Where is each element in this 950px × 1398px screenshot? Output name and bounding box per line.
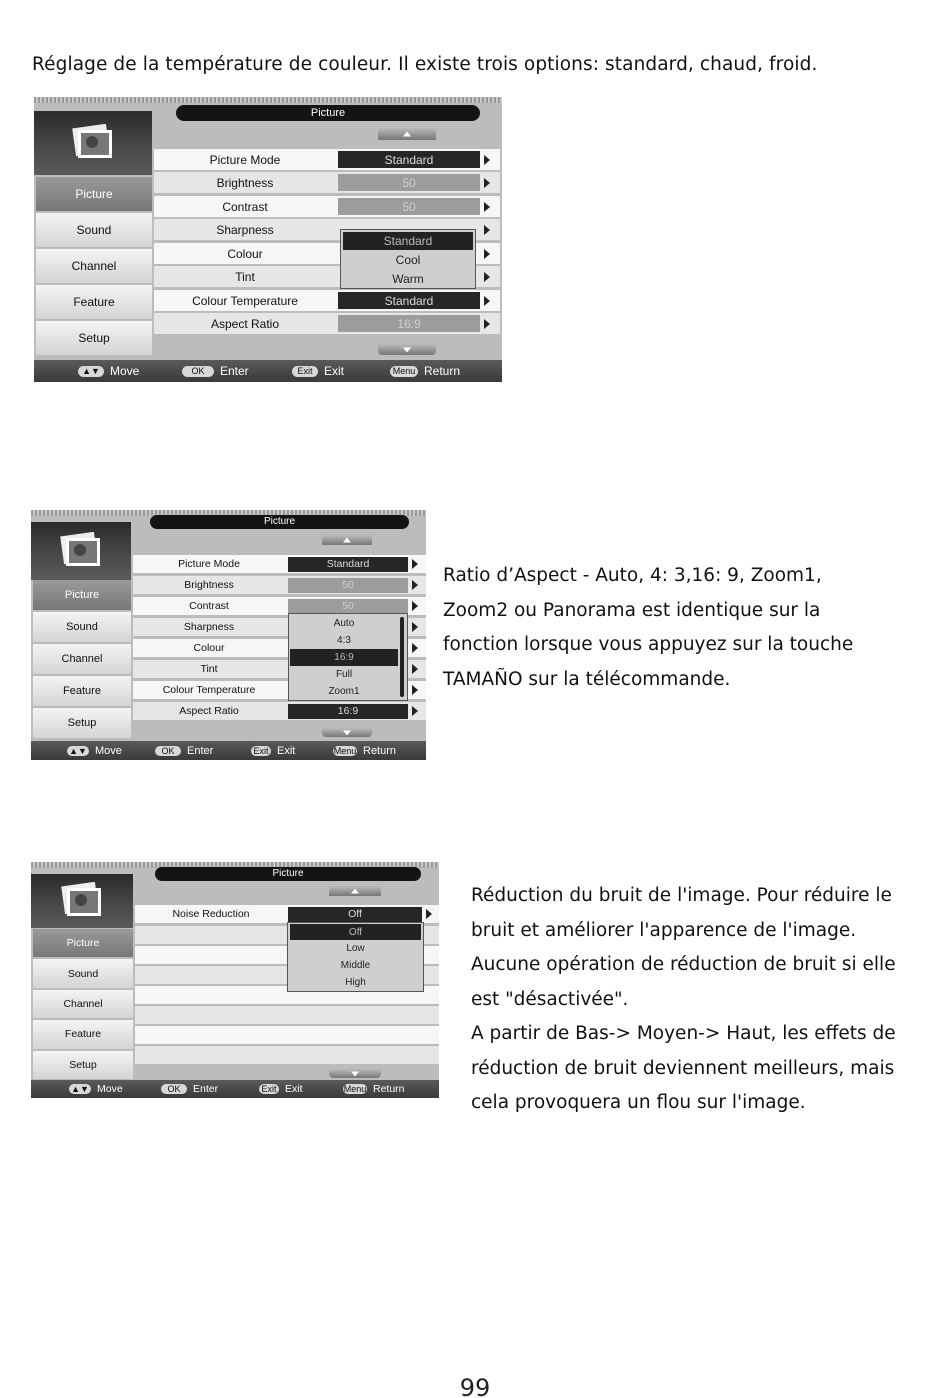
photo-icon bbox=[59, 882, 105, 920]
menu-row[interactable]: Sharpness bbox=[133, 618, 426, 636]
picture-menu-photo bbox=[31, 874, 133, 928]
chevron-right-icon bbox=[412, 664, 418, 674]
sidebar-item-picture[interactable]: Picture bbox=[36, 177, 152, 211]
scroll-up-button[interactable] bbox=[329, 886, 381, 896]
chevron-right-icon bbox=[412, 685, 418, 695]
exit-key-icon: Exit bbox=[292, 366, 318, 377]
scroll-down-button[interactable] bbox=[329, 1069, 381, 1078]
menu-row[interactable]: Brightness 50 bbox=[154, 172, 500, 193]
sidebar-item-feature[interactable]: Feature bbox=[33, 676, 131, 706]
noise-reduction-screenshot bbox=[31, 862, 439, 1098]
chevron-right-icon bbox=[484, 319, 490, 329]
sidebar-item-feature[interactable]: Feature bbox=[33, 1020, 133, 1048]
dropdown-option[interactable]: 16:9 bbox=[290, 649, 398, 666]
menu-row[interactable]: Colour bbox=[154, 243, 500, 264]
menu-row[interactable]: Colour Temperature bbox=[133, 681, 426, 699]
noise-reduction-description: Réduction du bruit de l'image. Pour réduire le bruit et améliorer l'apparence de l'image. Aucune opération de réduction de bruit si elle est "désactivée". A partir de Bas-> Moyen-> Haut, les effets de réduction de bruit deviennent meilleurs, mais cela provoquera un flou sur l'image. bbox=[471, 885, 896, 1113]
dropdown-option[interactable]: 4:3 bbox=[337, 635, 351, 646]
aspect-ratio-screenshot bbox=[31, 510, 426, 760]
page-number: 99 bbox=[459, 1374, 491, 1398]
sidebar-item-channel[interactable]: Channel bbox=[33, 644, 131, 674]
arrow-keys-icon: ▲▼ bbox=[78, 366, 104, 377]
dropdown-option[interactable]: Cool bbox=[395, 252, 421, 267]
chevron-right-icon bbox=[484, 249, 490, 259]
menu-row[interactable]: Contrast 50 bbox=[133, 597, 426, 615]
sidebar-item-setup[interactable]: Setup bbox=[33, 1051, 133, 1079]
chevron-right-icon bbox=[412, 706, 418, 716]
menu-row[interactable]: Tint bbox=[133, 660, 426, 678]
exit-key-icon: Exit bbox=[251, 746, 271, 756]
chevron-right-icon bbox=[426, 909, 432, 919]
picture-menu-photo bbox=[31, 522, 131, 580]
menu-key-icon: Menu bbox=[343, 1084, 367, 1094]
noise-reduction-dropdown[interactable] bbox=[287, 922, 424, 992]
dropdown-option[interactable]: Middle bbox=[340, 960, 371, 971]
colour-temperature-screenshot bbox=[34, 97, 502, 382]
sidebar-item-feature[interactable]: Feature bbox=[36, 285, 152, 319]
dropdown-option[interactable]: High bbox=[345, 977, 366, 988]
sidebar-item-channel[interactable]: Channel bbox=[33, 990, 133, 1018]
arrow-keys-icon: ▲▼ bbox=[69, 1084, 91, 1094]
menu-row[interactable]: Aspect Ratio 16:9 bbox=[154, 313, 500, 334]
menu-title: Picture bbox=[155, 867, 421, 881]
sidebar-item-picture[interactable]: Picture bbox=[33, 929, 133, 957]
chevron-right-icon bbox=[412, 580, 418, 590]
dropdown-scrollbar[interactable] bbox=[400, 617, 404, 697]
sidebar-item-sound[interactable]: Sound bbox=[33, 612, 131, 642]
chevron-right-icon bbox=[412, 643, 418, 653]
menu-row[interactable]: Brightness 50 bbox=[133, 576, 426, 594]
sidebar-item-channel[interactable]: Channel bbox=[36, 249, 152, 283]
colour-temperature-dropdown[interactable] bbox=[340, 229, 476, 289]
chevron-right-icon bbox=[484, 272, 490, 282]
menu-row[interactable]: Picture Mode Standard bbox=[133, 555, 426, 573]
scroll-up-button[interactable] bbox=[322, 535, 372, 545]
dropdown-option[interactable]: Zoom1 bbox=[328, 686, 360, 697]
menu-row[interactable]: Sharpness bbox=[154, 219, 500, 240]
sidebar-item-setup[interactable]: Setup bbox=[36, 321, 152, 355]
sidebar bbox=[33, 580, 131, 738]
chevron-right-icon bbox=[484, 225, 490, 235]
sidebar bbox=[36, 177, 152, 355]
scroll-up-button[interactable] bbox=[378, 128, 436, 140]
aspect-ratio-description: Ratio d’Aspect - Auto, 4: 3,16: 9, Zoom1, Zoom2 ou Panorama est identique sur la fonction lorsque vous appuyez sur la touche TAMAÑO sur la télécommande. bbox=[443, 565, 854, 690]
sidebar-item-sound[interactable]: Sound bbox=[33, 959, 133, 987]
arrow-keys-icon: ▲▼ bbox=[67, 746, 89, 756]
menu-row[interactable]: Picture Mode Standard bbox=[154, 149, 500, 170]
menu-title: Picture bbox=[150, 515, 409, 529]
chevron-right-icon bbox=[412, 601, 418, 611]
hint-bar: ▲▼ Move OK Enter Exit Exit Menu Return bbox=[31, 1080, 439, 1098]
menu-title: Picture bbox=[176, 105, 480, 121]
sidebar-item-sound[interactable]: Sound bbox=[36, 213, 152, 247]
chevron-right-icon bbox=[484, 202, 490, 212]
menu-row[interactable]: Colour Temperature Standard bbox=[154, 290, 500, 311]
chevron-right-icon bbox=[412, 622, 418, 632]
menu-row[interactable]: Colour bbox=[133, 639, 426, 657]
chevron-right-icon bbox=[412, 559, 418, 569]
ok-key-icon: OK bbox=[155, 746, 181, 756]
dropdown-option[interactable]: Off bbox=[290, 924, 421, 940]
hint-bar: ▲▼ Move OK Enter Exit Exit Menu Return bbox=[34, 360, 502, 382]
picture-menu-photo bbox=[34, 111, 152, 175]
dropdown-option[interactable]: Full bbox=[335, 669, 353, 680]
menu-row[interactable]: Noise Reduction Off bbox=[135, 905, 439, 923]
chevron-right-icon bbox=[484, 296, 490, 306]
hint-bar: ▲▼ Move OK Enter Exit Exit Menu Return bbox=[31, 741, 426, 760]
aspect-ratio-dropdown[interactable] bbox=[288, 613, 408, 701]
sidebar-item-picture[interactable]: Picture bbox=[33, 580, 131, 610]
dropdown-option[interactable]: Warm bbox=[392, 271, 424, 286]
sidebar bbox=[33, 929, 133, 1079]
menu-row[interactable]: Aspect Ratio 16:9 bbox=[133, 702, 426, 720]
photo-icon bbox=[70, 124, 116, 162]
menu-row[interactable]: Contrast 50 bbox=[154, 196, 500, 217]
chevron-right-icon bbox=[484, 178, 490, 188]
exit-key-icon: Exit bbox=[259, 1084, 279, 1094]
menu-row[interactable]: Tint bbox=[154, 266, 500, 287]
chevron-right-icon bbox=[484, 155, 490, 165]
menu-key-icon: Menu bbox=[333, 745, 357, 756]
scroll-down-button[interactable] bbox=[322, 728, 372, 737]
photo-icon bbox=[58, 532, 104, 570]
dropdown-option[interactable]: Auto bbox=[333, 618, 355, 629]
sidebar-item-setup[interactable]: Setup bbox=[33, 708, 131, 738]
ok-key-icon: OK bbox=[161, 1084, 187, 1094]
dropdown-option[interactable]: Low bbox=[346, 943, 365, 954]
menu-key-icon: Menu bbox=[390, 366, 418, 377]
intro-text: Réglage de la température de couleur. Il existe trois options: standard, chaud, froid. bbox=[32, 54, 818, 75]
scroll-down-button[interactable] bbox=[378, 344, 436, 355]
dropdown-option[interactable]: Standard bbox=[343, 232, 473, 250]
ok-key-icon: OK bbox=[182, 366, 214, 377]
